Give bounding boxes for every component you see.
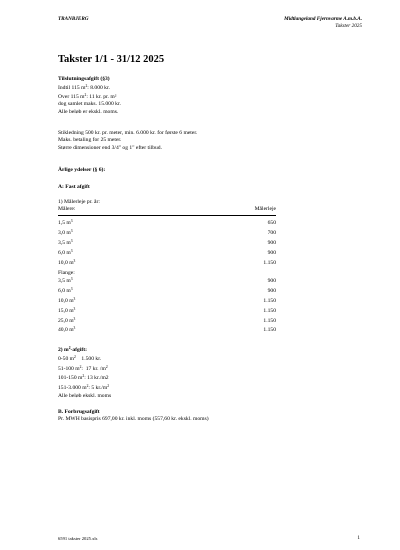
table-row: 25,0 $m^3$ 1.150 [58, 316, 276, 324]
area-fee-note: Alle beløb ekskl. moms [58, 393, 112, 400]
fixed-fee-heading: A: Fast afgift [58, 184, 90, 190]
area-fee-row-3: 101-150 $m^2$: 13 kr./m2 [58, 374, 109, 382]
area-fee-heading: 2) $m^2$-afgift: [58, 346, 87, 353]
connection-line-2: Over 115 $m^2$: 11 kr. pr. m² [58, 92, 117, 100]
service-line-2: Maks. betaling for 25 meter. [58, 137, 122, 144]
area-fee-row-1: 0-50 $m^2$ 1.500 kr. [58, 355, 102, 363]
consumption-line: Pr. MWH basispris 697,00 kr. inkl. moms (557,60 kr. ekskl. moms) [58, 416, 209, 423]
header-doc: Takster 2025 [335, 22, 362, 29]
table-row: 40,0 $m^3$ 1.150 [58, 326, 276, 334]
table-row: 10,0 $m^3$ 1.150 [58, 297, 276, 305]
area-fee-row-2: 51-100 $m^2$: 17 kr. $/m^2$ [58, 364, 108, 372]
table-row: 3,5 $m^3$ 900 [58, 277, 276, 285]
header-left: TRANBJERG [58, 16, 89, 22]
area-fee-row-4: 151-3.000 $m^2$: 5 $kr./m^2$ [58, 383, 109, 391]
annual-heading: Årlige ydelser (§ 6): [58, 167, 106, 173]
table-row: 6,0 $m^3$ 900 [58, 287, 276, 295]
table-row: 15,0 $m^3$ 1.150 [58, 306, 276, 314]
consumption-section [58, 409, 358, 423]
connection-line-3: dog samlet maks. 15.000 kr. [58, 101, 121, 108]
flange-table [58, 270, 276, 337]
meter-rows [58, 220, 276, 269]
flange-rows [58, 278, 276, 337]
table-row: 3,0 $m^3$ 700 [58, 229, 276, 237]
connection-line-4: Alle beløb er ekskl. moms. [58, 108, 119, 115]
flange-label: Flange: [58, 270, 75, 276]
connection-heading: Tilslutningsafgift (§3) [58, 76, 110, 82]
meter-table [58, 199, 276, 269]
table-row: 1,5 $m^3$ 650 [58, 219, 276, 227]
page-title: Takster 1/1 - 31/12 2025 [58, 54, 165, 65]
meters-label: Målere: [58, 206, 76, 213]
meter-rent-label: 1) Målerleje pr. år: [58, 199, 100, 205]
service-section [58, 130, 358, 151]
service-line-3: Større dimensioner end 3/4" og 1" efter tilbud. [58, 144, 162, 151]
consumption-heading: B. Forbrugsafgift [58, 409, 100, 415]
table-row: 6,0 $m^3$ 900 [58, 248, 276, 256]
header-company: Midtlangeland Fjernvarme A.m.b.A. [284, 16, 362, 22]
service-line-1: Stikledning 500 kr. pr. meter, min. 6.000 kr. for første 6 meter. [58, 130, 198, 136]
header-right [284, 17, 362, 30]
connection-line-1: Indtil 115 $m^2$: 8.000 kr. [58, 84, 110, 92]
table-row: 3,5 $m^3$ 900 [58, 239, 276, 246]
footer-filename: 6591 takster 2025.xls [58, 536, 98, 541]
meter-table-header [58, 206, 276, 216]
connection-section [58, 76, 358, 115]
table-row: 10,0 $m^3$ 1.150 [58, 258, 276, 266]
area-fee-section [58, 347, 358, 400]
meter-rent-column-header: Målerleje [254, 206, 276, 213]
page-number: 1 [357, 535, 360, 541]
